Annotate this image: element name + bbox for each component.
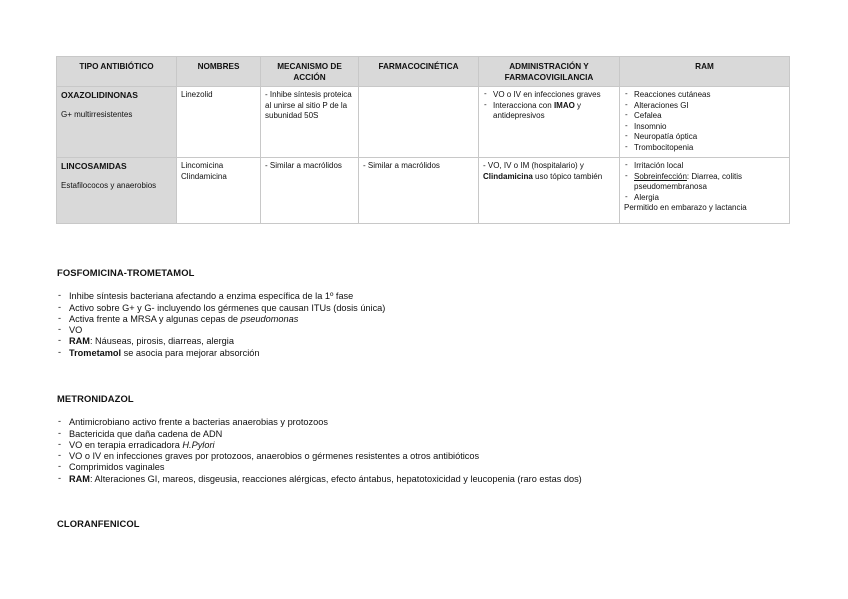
names-cell bbox=[177, 87, 261, 158]
drug-name: Lincomicina bbox=[181, 161, 224, 170]
list-item: - Sobreinfección: Diarrea, colitis pseudomembranosa bbox=[624, 172, 785, 193]
table-header-row bbox=[57, 57, 790, 87]
group-cell bbox=[57, 87, 177, 158]
group-subtitle: G+ multirresistentes bbox=[61, 109, 133, 119]
list-item: - Neuropatía óptica bbox=[624, 132, 785, 143]
list-item: - Trometamol se asocia para mejorar absorción bbox=[57, 348, 385, 359]
metronidazol-section bbox=[57, 393, 582, 485]
header-ram: RAM bbox=[620, 57, 790, 87]
pharmacokinetics-cell bbox=[359, 87, 479, 158]
list-item: - Interacciona con IMAO y antidepresivos bbox=[483, 101, 615, 122]
mechanism-cell: - Inhibe síntesis proteica al unirse al sitio P de la subunidad 50S bbox=[261, 87, 359, 158]
drug-name: Linezolid bbox=[181, 90, 213, 99]
section-title: CLORANFENICOL bbox=[57, 518, 140, 529]
fosfomicina-section bbox=[57, 267, 385, 359]
ram-list bbox=[624, 161, 785, 203]
list-item: - Reacciones cutáneas bbox=[624, 90, 785, 101]
list-item: - VO o IV en infecciones graves por protozoos, anaerobios o gérmenes resistentes a otros antibióticos bbox=[57, 451, 582, 462]
section-title: METRONIDAZOL bbox=[57, 393, 134, 404]
group-title: LINCOSAMIDAS bbox=[61, 161, 127, 171]
antibiotic-table bbox=[56, 56, 790, 224]
ram-list bbox=[624, 90, 785, 153]
admin-cell bbox=[479, 87, 620, 158]
admin-list bbox=[483, 90, 615, 122]
header-administracion: ADMINISTRACIÓN Y FARMACOVIGILANCIA bbox=[479, 57, 620, 87]
list-item: - Antimicrobiano activo frente a bacterias anaerobias y protozoos bbox=[57, 417, 582, 428]
mechanism-cell: - Similar a macrólidos bbox=[261, 158, 359, 224]
header-nombres: NOMBRES bbox=[177, 57, 261, 87]
ram-note: Permitido en embarazo y lactancia bbox=[624, 203, 747, 212]
group-subtitle: Estafilococos y anaerobios bbox=[61, 180, 157, 190]
list-item: - VO en terapia erradicadora H.Pylori bbox=[57, 440, 582, 451]
metronidazol-list bbox=[57, 417, 582, 485]
list-item: - Irritación local bbox=[624, 161, 785, 172]
fosfomicina-list bbox=[57, 291, 385, 359]
group-cell bbox=[57, 158, 177, 224]
drug-name: Clindamicina bbox=[181, 171, 227, 181]
list-item: - VO o IV en infecciones graves bbox=[483, 90, 615, 101]
header-mecanismo: MECANISMO DE ACCIÓN bbox=[261, 57, 359, 87]
header-tipo: TIPO ANTIBIÓTICO bbox=[57, 57, 177, 87]
table-row bbox=[57, 87, 790, 158]
header-farmacocinetica: FARMACOCINÉTICA bbox=[359, 57, 479, 87]
table-row bbox=[57, 158, 790, 224]
names-cell bbox=[177, 158, 261, 224]
list-item: - Cefalea bbox=[624, 111, 785, 122]
list-item: - Alteraciones GI bbox=[624, 101, 785, 112]
list-item: - VO bbox=[57, 325, 385, 336]
list-item: - Bactericida que daña cadena de ADN bbox=[57, 429, 582, 440]
list-item: - Trombocitopenia bbox=[624, 143, 785, 154]
ram-cell bbox=[620, 158, 790, 224]
list-item: - Activa frente a MRSA y algunas cepas de pseudomonas bbox=[57, 314, 385, 325]
list-item: - Insomnio bbox=[624, 122, 785, 133]
section-title: FOSFOMICINA-TROMETAMOL bbox=[57, 267, 195, 278]
ram-cell bbox=[620, 87, 790, 158]
list-item: - Comprimidos vaginales bbox=[57, 462, 582, 473]
group-title: OXAZOLIDINONAS bbox=[61, 90, 138, 100]
list-item: - Activo sobre G+ y G- incluyendo los gérmenes que causan ITUs (dosis única) bbox=[57, 303, 385, 314]
cloranfenicol-section bbox=[57, 518, 140, 529]
list-item: - RAM: Náuseas, pirosis, diarreas, alergia bbox=[57, 336, 385, 347]
list-item: - Alergia bbox=[624, 193, 785, 204]
pharmacokinetics-cell: - Similar a macrólidos bbox=[359, 158, 479, 224]
list-item: - Inhibe síntesis bacteriana afectando a enzima específica de la 1º fase bbox=[57, 291, 385, 302]
list-item: - RAM: Alteraciones GI, mareos, disgeusia, reacciones alérgicas, efecto ántabus, hepatotoxicidad y leucopenia (raro estas dos) bbox=[57, 474, 582, 485]
admin-cell: - VO, IV o IM (hospitalario) y Clindamicina uso tópico también bbox=[479, 158, 620, 224]
